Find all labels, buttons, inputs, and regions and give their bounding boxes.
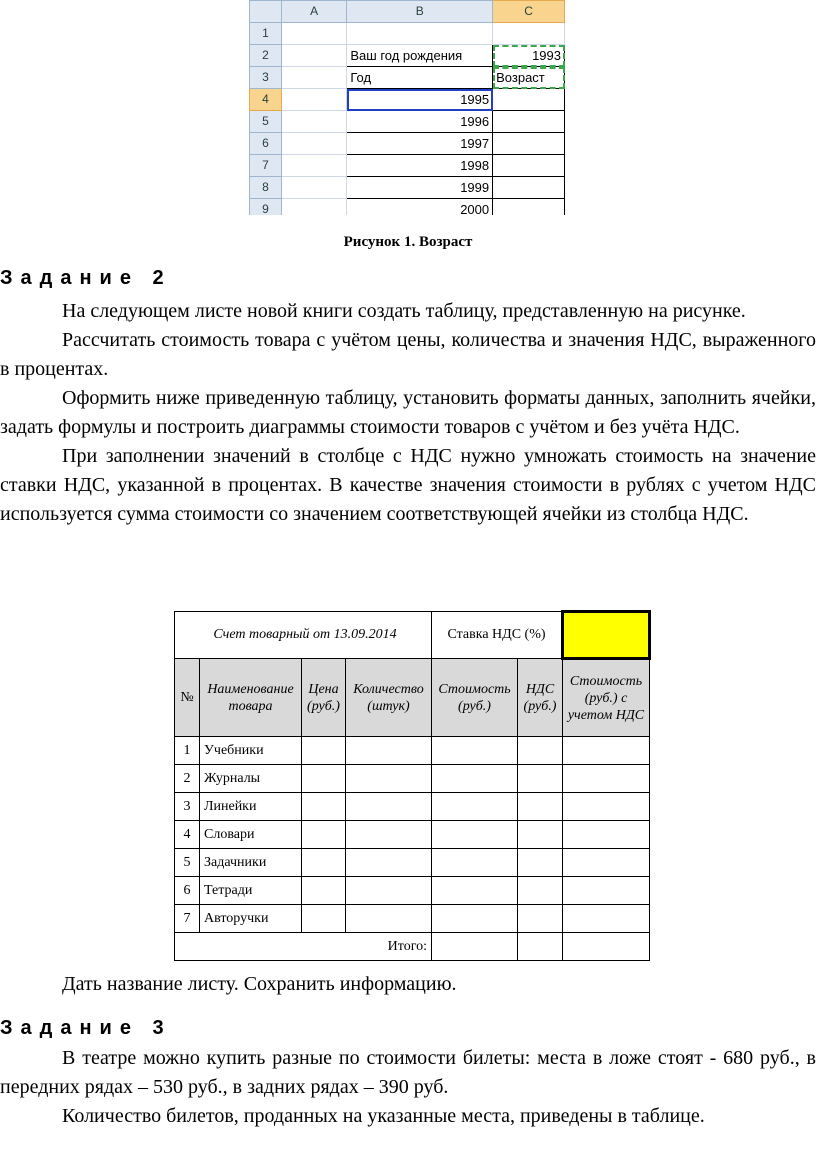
task-2-text — [0, 297, 816, 529]
row-header[interactable]: 9 — [250, 199, 282, 216]
product-name: Учебники — [200, 737, 302, 765]
total-label: Итого: — [175, 933, 432, 961]
cell-b9[interactable]: 2000 — [347, 199, 493, 216]
cell-a1[interactable] — [281, 23, 347, 45]
product-name: Задачники — [200, 849, 302, 877]
cell-b7[interactable]: 1998 — [347, 155, 493, 177]
price-cell[interactable] — [302, 877, 346, 905]
total-cost-cell[interactable] — [432, 933, 518, 961]
cost-cell[interactable] — [432, 793, 518, 821]
cell-a5[interactable] — [281, 111, 347, 133]
header-cost: Стоимость (руб.) — [432, 659, 518, 737]
cost-cell[interactable] — [432, 905, 518, 933]
cell-a2[interactable] — [281, 45, 347, 67]
header-vat: НДС (руб.) — [518, 659, 563, 737]
vat-cell[interactable] — [518, 793, 563, 821]
price-cell[interactable] — [302, 737, 346, 765]
cell-a8[interactable] — [281, 177, 347, 199]
cost-cell[interactable] — [432, 821, 518, 849]
vat-cell[interactable] — [518, 821, 563, 849]
row-header[interactable]: 4 — [250, 89, 282, 111]
vat-rate-label: Ставка НДС (%) — [432, 612, 563, 659]
cell-c4[interactable] — [493, 89, 565, 111]
cost-cell[interactable] — [432, 765, 518, 793]
quantity-cell[interactable] — [346, 765, 432, 793]
task-2-heading: Задание 2 — [0, 267, 172, 289]
paragraph: При заполнении значений в столбце с НДС нужно умножать стоимость на значение ставки НДС, указанной в процентах. В качестве значения стоимости в рублях с учетом НДС используется сумма стоимости со значением соответствующей ячейки из столбца НДС. — [0, 445, 816, 525]
product-name: Журналы — [200, 765, 302, 793]
invoice-title: Счет товарный от 13.09.2014 — [175, 612, 432, 659]
total-cell[interactable] — [563, 765, 650, 793]
header-name: Наименование товара — [200, 659, 302, 737]
paragraph: Количество билетов, проданных на указанные места, приведены в таблице. — [62, 1105, 705, 1127]
vat-cell[interactable] — [518, 737, 563, 765]
cost-cell[interactable] — [432, 737, 518, 765]
cell-b5[interactable]: 1996 — [347, 111, 493, 133]
total-with-vat-cell[interactable] — [563, 933, 650, 961]
cell-c7[interactable] — [493, 155, 565, 177]
paragraph: Дать название листу. Сохранить информацию. — [62, 973, 457, 995]
cell-c1[interactable] — [493, 23, 565, 45]
invoice-table — [174, 610, 651, 961]
task-2-after — [0, 970, 816, 999]
table-row — [175, 765, 650, 793]
header-cost-with-vat: Стоимость (руб.) с учетом НДС — [563, 659, 650, 737]
cell-b8[interactable]: 1999 — [347, 177, 493, 199]
table-row — [175, 905, 650, 933]
header-number: № — [175, 659, 200, 737]
row-number: 7 — [175, 905, 200, 933]
row-header[interactable]: 5 — [250, 111, 282, 133]
total-cell[interactable] — [563, 849, 650, 877]
cell-c5[interactable] — [493, 111, 565, 133]
quantity-cell[interactable] — [346, 877, 432, 905]
total-cell[interactable] — [563, 877, 650, 905]
header-price: Цена (руб.) — [302, 659, 346, 737]
row-number: 5 — [175, 849, 200, 877]
column-header-c[interactable]: C — [493, 1, 565, 23]
cell-b6[interactable]: 1997 — [347, 133, 493, 155]
row-number: 3 — [175, 793, 200, 821]
product-name: Тетради — [200, 877, 302, 905]
table-row — [175, 821, 650, 849]
quantity-cell[interactable] — [346, 849, 432, 877]
cell-a3[interactable] — [281, 67, 347, 89]
product-name: Словари — [200, 821, 302, 849]
row-header[interactable]: 3 — [250, 67, 282, 89]
price-cell[interactable] — [302, 821, 346, 849]
column-header-b[interactable]: B — [347, 1, 493, 23]
header-quantity: Количество (штук) — [346, 659, 432, 737]
price-cell[interactable] — [302, 849, 346, 877]
total-cell[interactable] — [563, 905, 650, 933]
cell-a6[interactable] — [281, 133, 347, 155]
row-number: 6 — [175, 877, 200, 905]
total-vat-cell[interactable] — [518, 933, 563, 961]
cost-cell[interactable] — [432, 877, 518, 905]
vat-cell[interactable] — [518, 765, 563, 793]
table-row — [175, 793, 650, 821]
spreadsheet-figure — [249, 0, 565, 215]
table-row — [175, 877, 650, 905]
quantity-cell[interactable] — [346, 821, 432, 849]
row-header[interactable]: 8 — [250, 177, 282, 199]
total-cell[interactable] — [563, 821, 650, 849]
cost-cell[interactable] — [432, 849, 518, 877]
row-header[interactable]: 7 — [250, 155, 282, 177]
quantity-cell[interactable] — [346, 793, 432, 821]
row-number: 2 — [175, 765, 200, 793]
cell-b1[interactable] — [347, 23, 493, 45]
vat-cell[interactable] — [518, 905, 563, 933]
vat-cell[interactable] — [518, 849, 563, 877]
quantity-cell[interactable] — [346, 905, 432, 933]
product-name: Авторучки — [200, 905, 302, 933]
total-cell[interactable] — [563, 737, 650, 765]
table-row — [175, 737, 650, 765]
table-row — [175, 849, 650, 877]
task-3-text — [0, 1044, 816, 1131]
figure-caption: Рисунок 1. Возраст — [343, 234, 473, 250]
row-number: 1 — [175, 737, 200, 765]
vat-cell[interactable] — [518, 877, 563, 905]
cell-a9[interactable] — [281, 199, 347, 216]
cell-c2[interactable]: 1993 — [493, 45, 565, 67]
row-header[interactable]: 6 — [250, 133, 282, 155]
vat-rate-cell[interactable] — [563, 612, 650, 659]
cell-c6[interactable] — [493, 133, 565, 155]
cell-c3[interactable]: Возраст — [493, 67, 565, 89]
price-cell[interactable] — [302, 765, 346, 793]
cell-c9[interactable] — [493, 199, 565, 216]
row-header[interactable]: 2 — [250, 45, 282, 67]
cell-b2[interactable]: Ваш год рождения — [347, 45, 493, 67]
column-header-a[interactable]: A — [281, 1, 347, 23]
total-cell[interactable] — [563, 793, 650, 821]
task-3-heading: Задание 3 — [0, 1017, 172, 1039]
cell-a4[interactable] — [281, 89, 347, 111]
cell-c8[interactable] — [493, 177, 565, 199]
paragraph: Рассчитать стоимость товара с учётом цены, количества и значения НДС, выраженного в процентах. — [0, 329, 816, 380]
row-number: 4 — [175, 821, 200, 849]
cell-a7[interactable] — [281, 155, 347, 177]
paragraph: Оформить ниже приведенную таблицу, установить форматы данных, заполнить ячейки, задать формулы и построить диаграммы стоимости товаров с учётом и без учёта НДС. — [0, 387, 816, 438]
row-header[interactable]: 1 — [250, 23, 282, 45]
paragraph: В театре можно купить разные по стоимости билеты: места в ложе стоят - 680 руб., в передних рядах – 530 руб., в задних рядах – 390 руб. — [0, 1047, 816, 1098]
price-cell[interactable] — [302, 905, 346, 933]
select-all-corner[interactable] — [250, 1, 282, 23]
price-cell[interactable] — [302, 793, 346, 821]
quantity-cell[interactable] — [346, 737, 432, 765]
product-name: Линейки — [200, 793, 302, 821]
cell-b4[interactable]: 1995 — [347, 89, 493, 111]
cell-b3[interactable]: Год — [347, 67, 493, 89]
paragraph: На следующем листе новой книги создать таблицу, представленную на рисунке. — [62, 300, 746, 322]
